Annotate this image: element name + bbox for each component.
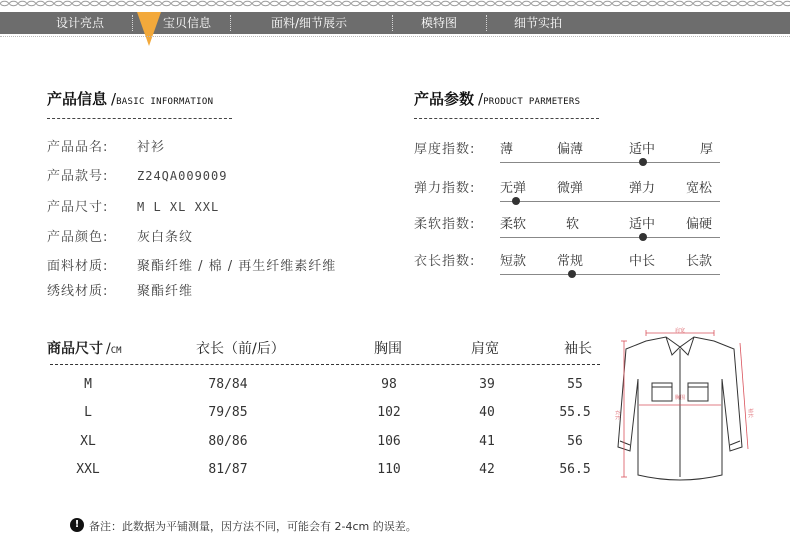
param-option: 偏薄: [557, 142, 584, 157]
info-label: 产品款号:: [47, 169, 109, 184]
info-value: M L XL XXL: [137, 200, 220, 214]
exclamation-icon: !: [70, 518, 84, 532]
cell-shoulder: 41: [479, 434, 495, 449]
shoulder-label: 肩宽: [674, 328, 686, 334]
sleeve-label: 袖长: [747, 407, 753, 419]
param-option: 弹力: [629, 181, 656, 196]
length-label: 衣长: [614, 409, 620, 421]
info-label: 产品品名:: [47, 140, 109, 155]
active-tab-marker: [137, 12, 161, 46]
shoulder-measure: [646, 327, 714, 336]
size-table-rule: [50, 364, 600, 365]
info-label: 面料材质:: [47, 259, 109, 274]
info-label: 产品颜色:: [47, 230, 109, 245]
nav-item-design[interactable]: 设计亮点: [56, 16, 105, 30]
param-option: 厚: [700, 142, 714, 157]
info-row-fabric: [47, 255, 336, 274]
param-indicator-dot: [639, 233, 647, 241]
cell-chest: 106: [377, 434, 401, 449]
param-option: 中长: [629, 254, 656, 269]
param-option: 适中: [629, 142, 656, 157]
info-value: 聚酯纤维: [137, 284, 194, 299]
shirt-icon: [618, 337, 742, 480]
param-scale-track: [500, 162, 720, 163]
cell-length: 78/84: [208, 377, 248, 392]
nav-item-fabric[interactable]: 面料/细节展示: [271, 16, 348, 30]
nav-divider: [132, 15, 133, 31]
param-indicator-dot: [512, 197, 520, 205]
col-header-chest: 胸围: [374, 341, 402, 357]
cell-size: XXL: [76, 462, 100, 477]
cell-size: XL: [80, 434, 96, 449]
nav-item-model[interactable]: 模特图: [421, 16, 458, 30]
product-info-rule: [47, 118, 232, 119]
product-params-subtitle: PRODUCT PARMETERS: [483, 97, 581, 107]
cell-sleeve: 56.5: [559, 462, 591, 477]
param-label: 柔软指数:: [414, 217, 476, 232]
info-value: Z24QA009009: [137, 169, 228, 183]
param-scale-track: [500, 237, 720, 238]
cell-size: M: [84, 377, 92, 392]
param-label: 厚度指数:: [414, 142, 476, 157]
chain-border-top: [0, 0, 790, 7]
nav-divider: [486, 15, 487, 31]
info-value: 灰白条纹: [137, 230, 194, 245]
nav-divider: [230, 15, 231, 31]
cell-length: 80/86: [208, 434, 248, 449]
param-indicator-dot: [639, 158, 647, 166]
info-row-thread: [47, 280, 193, 299]
title-slash: /: [478, 90, 484, 108]
info-row-style-number: [47, 165, 227, 184]
param-option: 长款: [686, 254, 713, 269]
cell-shoulder: 40: [479, 405, 495, 420]
param-option: 短款: [500, 254, 527, 269]
nav-bar: [0, 12, 790, 34]
nav-underline: [0, 36, 790, 39]
param-option: 柔软: [500, 217, 527, 232]
cell-shoulder: 39: [479, 377, 495, 392]
param-option: 偏硬: [686, 217, 713, 232]
size-table-title-text: 商品尺寸: [47, 341, 103, 357]
cell-length: 81/87: [208, 462, 248, 477]
nav-item-product-info[interactable]: 宝贝信息: [163, 16, 212, 30]
chest-label: 胸围: [674, 395, 686, 401]
product-params-title: [414, 88, 580, 109]
nav-item-detail[interactable]: 细节实拍: [514, 16, 563, 30]
product-params-title-text: 产品参数: [414, 90, 475, 108]
cell-chest: 102: [377, 405, 401, 420]
param-option: 宽松: [686, 181, 713, 196]
product-info-title: [47, 88, 213, 109]
info-label: 产品尺寸:: [47, 200, 109, 215]
param-scale-track: [500, 274, 720, 275]
title-slash: /: [111, 90, 117, 108]
shirt-measurement-diagram: [606, 327, 756, 492]
info-row-name: [47, 136, 165, 155]
info-value: 衬衫: [137, 140, 166, 155]
nav-divider: [392, 15, 393, 31]
cell-sleeve: 56: [567, 434, 583, 449]
param-indicator-dot: [568, 270, 576, 278]
cell-sleeve: 55.5: [559, 405, 591, 420]
param-option: 无弹: [500, 181, 527, 196]
sleeve-measure: [740, 343, 754, 449]
param-option: 薄: [500, 142, 514, 157]
measurement-note: 备注：此数据为平铺测量，因方法不同，可能会有 2-4cm 的误差。: [89, 520, 417, 533]
cell-chest: 110: [377, 462, 401, 477]
col-header-shoulder: 肩宽: [471, 341, 499, 357]
info-value: 聚酯纤维 / 棉 / 再生纤维素纤维: [137, 259, 337, 274]
product-params-rule: [414, 118, 599, 119]
size-table-title: [47, 338, 122, 358]
param-option: 适中: [629, 217, 656, 232]
param-option: 软: [566, 217, 580, 232]
col-header-sleeve: 袖长: [564, 341, 592, 357]
param-option: 常规: [557, 254, 584, 269]
cell-size: L: [84, 405, 92, 420]
product-info-subtitle: BASIC INFORMATION: [116, 97, 214, 107]
title-slash: /: [106, 341, 111, 357]
info-label: 绣线材质:: [47, 284, 109, 299]
product-info-title-text: 产品信息: [47, 90, 108, 108]
cell-sleeve: 55: [567, 377, 583, 392]
param-scale-track: [500, 201, 720, 202]
param-label: 弹力指数:: [414, 181, 476, 196]
cell-shoulder: 42: [479, 462, 495, 477]
info-row-sizes: [47, 196, 219, 215]
info-row-color: [47, 226, 193, 245]
cell-chest: 98: [381, 377, 397, 392]
param-option: 微弹: [557, 181, 584, 196]
param-label: 衣长指数:: [414, 254, 476, 269]
cell-length: 79/85: [208, 405, 248, 420]
col-header-length: 衣长（前/后）: [196, 341, 285, 357]
size-table-unit: CM: [110, 346, 122, 356]
